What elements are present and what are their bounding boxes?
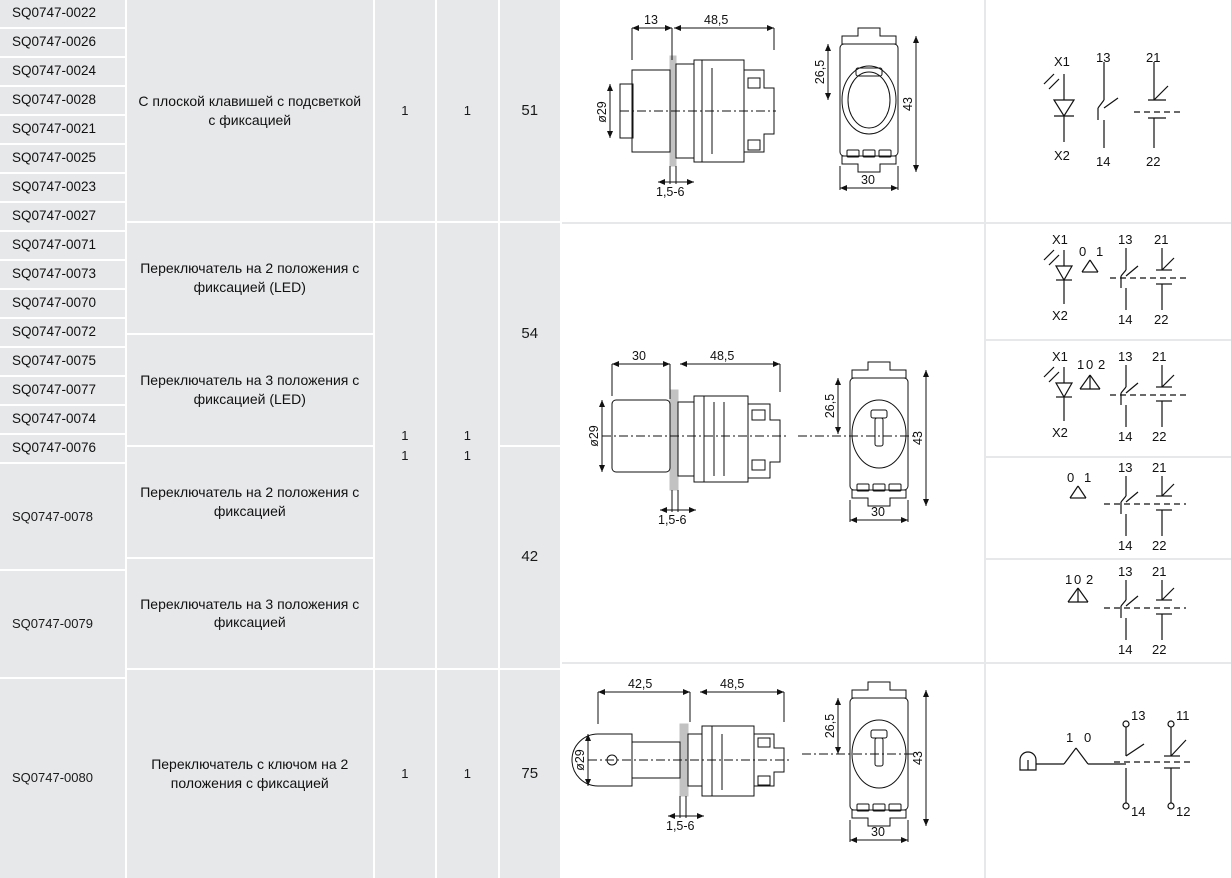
- code-cell: SQ0747-0071: [0, 232, 127, 261]
- mass-cell: 42: [500, 447, 562, 670]
- no-count-cell: [375, 223, 437, 670]
- terminal-label: 14: [1117, 429, 1133, 444]
- column-mass: [500, 0, 562, 878]
- position-label: 0: [1078, 244, 1087, 259]
- code-cell: SQ0747-0072: [0, 319, 127, 348]
- code-cell: SQ0747-0025: [0, 145, 127, 174]
- terminal-label: 22: [1151, 538, 1167, 553]
- terminal-label: 14: [1117, 538, 1133, 553]
- position-label: 1: [1083, 470, 1092, 485]
- position-label: 0: [1083, 730, 1092, 745]
- terminal-label: 13: [1117, 349, 1133, 364]
- dimension-label: ø29: [594, 101, 609, 123]
- no-count-cell: 1: [375, 670, 437, 878]
- terminal-label: 21: [1151, 564, 1167, 579]
- terminal-label: 13: [1117, 564, 1133, 579]
- terminal-label: 14: [1117, 312, 1133, 327]
- column-nc-contacts: [437, 0, 499, 878]
- code-cell: SQ0747-0076: [0, 435, 127, 464]
- nc-count-value: 1: [463, 447, 471, 463]
- nc-count-cell: [437, 223, 499, 670]
- dimension-label: ø29: [586, 425, 601, 447]
- terminal-label: 11: [1175, 708, 1190, 723]
- dimension-label: 30: [860, 173, 875, 187]
- dimension-label: 26,5: [812, 59, 827, 85]
- code-cell: SQ0747-0079: [0, 571, 127, 678]
- dimension-label: 48,5: [709, 349, 735, 363]
- description-cell: Переключатель на 3 положения с фиксацией (LED): [127, 335, 375, 447]
- dimension-label: 1,5-6: [665, 819, 695, 833]
- column-no-contacts: [375, 0, 437, 878]
- column-schematics: [986, 0, 1231, 878]
- code-cell: SQ0747-0070: [0, 290, 127, 319]
- position-label: 2: [1085, 572, 1094, 587]
- description-cell: Переключатель на 2 положения с фиксацией (LED): [127, 223, 375, 335]
- dimension-label: 13: [643, 13, 658, 27]
- dimension-label: ø29: [572, 749, 587, 771]
- dimension-label: 30: [870, 825, 885, 839]
- terminal-label: 21: [1153, 232, 1169, 247]
- terminal-label: 22: [1153, 312, 1169, 327]
- code-cell: SQ0747-0021: [0, 116, 127, 145]
- code-cell: SQ0747-0027: [0, 203, 127, 232]
- terminal-label: 14: [1130, 804, 1146, 819]
- schematic-3-position-led: [986, 341, 1231, 458]
- code-cell: SQ0747-0028: [0, 87, 127, 116]
- schematic-2-position: [986, 458, 1231, 560]
- terminal-label: X1: [1053, 54, 1070, 69]
- terminal-label: 14: [1117, 642, 1133, 657]
- terminal-label: X1: [1051, 349, 1068, 364]
- terminal-label: 21: [1145, 50, 1161, 65]
- terminal-label: X2: [1053, 148, 1070, 163]
- drawing-key-switch: [562, 664, 986, 878]
- terminal-label: 21: [1151, 349, 1167, 364]
- mass-cell: 51: [500, 0, 562, 223]
- terminal-label: 14: [1095, 154, 1111, 169]
- code-cell: SQ0747-0075: [0, 348, 127, 377]
- position-label: 0: [1073, 572, 1082, 587]
- terminal-label: 12: [1175, 804, 1191, 819]
- dimension-label: 26,5: [822, 713, 837, 739]
- mass-cell: 54: [500, 223, 562, 446]
- no-count-value: 1: [401, 427, 409, 443]
- position-label: 2: [1097, 357, 1106, 372]
- dimension-label: 43: [910, 431, 925, 445]
- dimension-label: 48,5: [703, 13, 729, 27]
- mass-cell: 75: [500, 670, 562, 878]
- code-cell: SQ0747-0073: [0, 261, 127, 290]
- dimension-label: 42,5: [627, 677, 653, 691]
- drawing-flat-illuminated-button: [562, 0, 986, 224]
- no-count-cell: 1: [375, 0, 437, 223]
- position-label: 1: [1064, 572, 1073, 587]
- position-label: 1: [1076, 357, 1085, 372]
- schematic-2-position-led: [986, 224, 1231, 341]
- terminal-label: 13: [1117, 232, 1133, 247]
- nc-count-cell: 1: [437, 670, 499, 878]
- code-cell: SQ0747-0023: [0, 174, 127, 203]
- position-label: 1: [1095, 244, 1104, 259]
- dimension-label: 30: [870, 505, 885, 519]
- position-label: 0: [1066, 470, 1075, 485]
- dimension-label: 26,5: [822, 393, 837, 419]
- description-cell: Переключатель на 2 положения с фиксацией: [127, 447, 375, 559]
- dimension-label: 48,5: [719, 677, 745, 691]
- terminal-label: 22: [1151, 429, 1167, 444]
- nc-count-cell: 1: [437, 0, 499, 223]
- description-cell: Переключатель на 3 положения с фиксацией: [127, 559, 375, 671]
- code-cell: SQ0747-0022: [0, 0, 127, 29]
- nc-count-value: 1: [463, 427, 471, 443]
- terminal-label: 22: [1145, 154, 1161, 169]
- position-label: 1: [1065, 730, 1074, 745]
- schematic-illuminated-button: [986, 0, 1231, 224]
- dimension-label: 1,5-6: [657, 513, 687, 527]
- terminal-label: X2: [1051, 308, 1068, 323]
- terminal-label: 13: [1130, 708, 1146, 723]
- code-cell: SQ0747-0024: [0, 58, 127, 87]
- terminal-label: 13: [1117, 460, 1133, 475]
- position-label: 0: [1085, 357, 1094, 372]
- description-cell: Переключатель с ключом на 2 положения с фиксацией: [127, 670, 375, 878]
- terminal-label: X2: [1051, 425, 1068, 440]
- column-codes: [0, 0, 127, 878]
- terminal-label: X1: [1051, 232, 1068, 247]
- dimension-label: 43: [900, 97, 915, 111]
- dimension-label: 1,5-6: [655, 185, 685, 199]
- code-cell: SQ0747-0074: [0, 406, 127, 435]
- terminal-label: 22: [1151, 642, 1167, 657]
- no-count-value: 1: [401, 447, 409, 463]
- code-cell: SQ0747-0080: [0, 679, 127, 878]
- code-cell: SQ0747-0026: [0, 29, 127, 58]
- code-cell: SQ0747-0078: [0, 464, 127, 571]
- description-cell: С плоской клавишей с подсветкой с фиксацией: [127, 0, 375, 223]
- dimension-label: 43: [910, 751, 925, 765]
- schematic-key-switch: [986, 664, 1231, 878]
- terminal-label: 21: [1151, 460, 1167, 475]
- drawing-selector-switch: [562, 224, 986, 664]
- column-descriptions: [127, 0, 375, 878]
- code-cell: SQ0747-0077: [0, 377, 127, 406]
- dimension-label: 30: [631, 349, 646, 363]
- terminal-label: 13: [1095, 50, 1111, 65]
- column-drawings: [562, 0, 986, 878]
- schematic-3-position: [986, 560, 1231, 664]
